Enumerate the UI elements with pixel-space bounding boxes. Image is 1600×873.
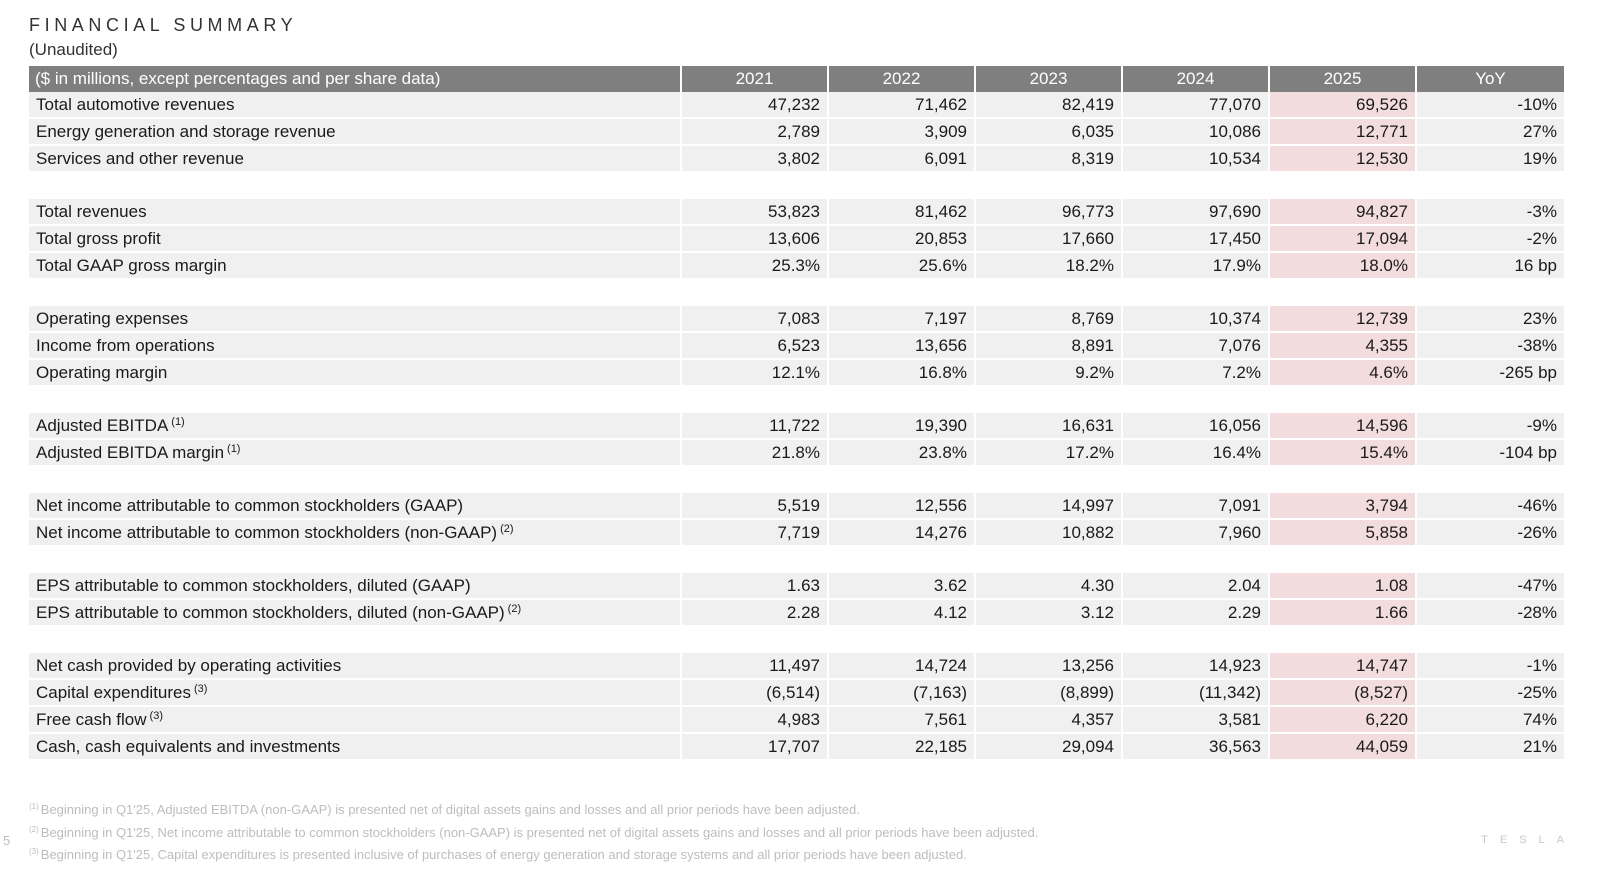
row-label-text: Net income attributable to common stockholders (non-GAAP) bbox=[36, 522, 498, 542]
row-label bbox=[29, 146, 682, 173]
cell-2024: 7,076 bbox=[1123, 333, 1270, 360]
row-label bbox=[29, 360, 682, 387]
footnote-reference: (3) bbox=[193, 682, 208, 695]
row-label bbox=[29, 413, 682, 440]
footnote-text: Beginning in Q1'25, Net income attributable to common stockholders (non-GAAP) is presented net of digital assets gains and losses and all prior periods have been adjusted. bbox=[40, 824, 1039, 840]
cell-2025: 6,220 bbox=[1270, 707, 1417, 734]
table-header-row bbox=[29, 66, 1564, 92]
cell-2023: (8,899) bbox=[976, 680, 1123, 707]
cell-2024: 14,923 bbox=[1123, 653, 1270, 680]
group-spacer bbox=[29, 627, 1564, 653]
cell-yoy: -28% bbox=[1417, 600, 1564, 627]
footnote-1 bbox=[29, 797, 1038, 820]
table-row bbox=[29, 333, 1564, 360]
row-label-text: Energy generation and storage revenue bbox=[36, 121, 336, 141]
cell-2022: 25.6% bbox=[829, 253, 976, 280]
cell-2021: 12.1% bbox=[682, 360, 829, 387]
table-row bbox=[29, 306, 1564, 333]
cell-2024: 3,581 bbox=[1123, 707, 1270, 734]
footnote-2 bbox=[29, 820, 1038, 843]
group-spacer bbox=[29, 173, 1564, 199]
table-row bbox=[29, 360, 1564, 387]
cell-2023: 16,631 bbox=[976, 413, 1123, 440]
cell-yoy: -1% bbox=[1417, 653, 1564, 680]
table-body bbox=[29, 92, 1564, 761]
row-label-text: Operating expenses bbox=[36, 308, 189, 328]
cell-2025: 18.0% bbox=[1270, 253, 1417, 280]
cell-yoy: -25% bbox=[1417, 680, 1564, 707]
cell-2025: 12,530 bbox=[1270, 146, 1417, 173]
cell-2022: 14,724 bbox=[829, 653, 976, 680]
cell-2022: 20,853 bbox=[829, 226, 976, 253]
row-label-text: EPS attributable to common stockholders, diluted (non-GAAP) bbox=[36, 602, 505, 622]
cell-2022: 22,185 bbox=[829, 734, 976, 761]
cell-2021: 11,722 bbox=[682, 413, 829, 440]
cell-2021: (6,514) bbox=[682, 680, 829, 707]
table-row bbox=[29, 226, 1564, 253]
row-label-text: Income from operations bbox=[36, 335, 215, 355]
table-row bbox=[29, 199, 1564, 226]
cell-2024: 17.9% bbox=[1123, 253, 1270, 280]
cell-2022: 13,656 bbox=[829, 333, 976, 360]
footnote-reference: (1) bbox=[171, 415, 185, 428]
financial-summary-table bbox=[29, 66, 1564, 761]
cell-2023: 96,773 bbox=[976, 199, 1123, 226]
cell-2023: 14,997 bbox=[976, 493, 1123, 520]
cell-2024: (11,342) bbox=[1123, 680, 1270, 707]
cell-2023: 8,891 bbox=[976, 333, 1123, 360]
cell-2025: 44,059 bbox=[1270, 734, 1417, 761]
group-spacer bbox=[29, 547, 1564, 573]
cell-2024: 17,450 bbox=[1123, 226, 1270, 253]
cell-2021: 17,707 bbox=[682, 734, 829, 761]
cell-2022: 19,390 bbox=[829, 413, 976, 440]
cell-2025: 4,355 bbox=[1270, 333, 1417, 360]
row-label bbox=[29, 573, 682, 600]
column-header-2023: 2023 bbox=[976, 66, 1123, 92]
column-header-2021: 2021 bbox=[682, 66, 829, 92]
row-label-text: Total automotive revenues bbox=[36, 94, 235, 114]
row-label-text: Cash, cash equivalents and investments bbox=[36, 736, 341, 756]
cell-2024: 7.2% bbox=[1123, 360, 1270, 387]
cell-2025: 17,094 bbox=[1270, 226, 1417, 253]
cell-2022: 81,462 bbox=[829, 199, 976, 226]
footnote-mark: (2) bbox=[29, 824, 39, 834]
cell-2022: 12,556 bbox=[829, 493, 976, 520]
cell-2022: 7,561 bbox=[829, 707, 976, 734]
row-label bbox=[29, 119, 682, 146]
row-label bbox=[29, 493, 682, 520]
cell-2025: 1.66 bbox=[1270, 600, 1417, 627]
cell-2024: 10,374 bbox=[1123, 306, 1270, 333]
column-header-2024: 2024 bbox=[1123, 66, 1270, 92]
cell-yoy: -46% bbox=[1417, 493, 1564, 520]
cell-yoy: -47% bbox=[1417, 573, 1564, 600]
footnote-mark: (1) bbox=[29, 802, 39, 811]
spacer-cell bbox=[29, 547, 1564, 573]
cell-2024: 2.04 bbox=[1123, 573, 1270, 600]
cell-2021: 47,232 bbox=[682, 92, 829, 119]
table-row bbox=[29, 413, 1564, 440]
cell-yoy: -9% bbox=[1417, 413, 1564, 440]
table-row bbox=[29, 680, 1564, 707]
cell-2021: 53,823 bbox=[682, 199, 829, 226]
row-label-text: EPS attributable to common stockholders, diluted (GAAP) bbox=[36, 575, 471, 595]
cell-2021: 4,983 bbox=[682, 707, 829, 734]
row-label bbox=[29, 680, 682, 707]
row-label bbox=[29, 92, 682, 119]
tesla-logo: TESLA bbox=[1481, 834, 1576, 846]
cell-yoy: -104 bp bbox=[1417, 440, 1564, 467]
cell-2025: 12,739 bbox=[1270, 306, 1417, 333]
cell-2022: 16.8% bbox=[829, 360, 976, 387]
table-row bbox=[29, 573, 1564, 600]
cell-yoy: -265 bp bbox=[1417, 360, 1564, 387]
cell-2024: 2.29 bbox=[1123, 600, 1270, 627]
spacer-cell bbox=[29, 173, 1564, 199]
cell-2024: 16,056 bbox=[1123, 413, 1270, 440]
cell-2024: 10,086 bbox=[1123, 119, 1270, 146]
table-row bbox=[29, 734, 1564, 761]
cell-2023: 17.2% bbox=[976, 440, 1123, 467]
cell-2022: 14,276 bbox=[829, 520, 976, 547]
row-label bbox=[29, 306, 682, 333]
cell-2025: (8,527) bbox=[1270, 680, 1417, 707]
row-label-text: Total GAAP gross margin bbox=[36, 255, 227, 275]
spacer-cell bbox=[29, 627, 1564, 653]
cell-yoy: 23% bbox=[1417, 306, 1564, 333]
row-label-text: Net cash provided by operating activities bbox=[36, 655, 342, 675]
row-label-text: Free cash flow bbox=[36, 709, 147, 729]
cell-2021: 13,606 bbox=[682, 226, 829, 253]
cell-2024: 7,960 bbox=[1123, 520, 1270, 547]
row-label bbox=[29, 600, 682, 627]
cell-2025: 14,596 bbox=[1270, 413, 1417, 440]
row-label bbox=[29, 707, 682, 734]
page-title: FINANCIAL SUMMARY bbox=[29, 15, 298, 35]
cell-2023: 4.30 bbox=[976, 573, 1123, 600]
table-row bbox=[29, 253, 1564, 280]
cell-yoy: -26% bbox=[1417, 520, 1564, 547]
cell-2022: 4.12 bbox=[829, 600, 976, 627]
cell-2025: 12,771 bbox=[1270, 119, 1417, 146]
row-label-text: Operating margin bbox=[36, 362, 168, 382]
row-label bbox=[29, 333, 682, 360]
table-row bbox=[29, 146, 1564, 173]
cell-2021: 25.3% bbox=[682, 253, 829, 280]
row-label-text: Total revenues bbox=[36, 201, 147, 221]
cell-2025: 14,747 bbox=[1270, 653, 1417, 680]
cell-2025: 94,827 bbox=[1270, 199, 1417, 226]
cell-2022: 7,197 bbox=[829, 306, 976, 333]
cell-2022: 23.8% bbox=[829, 440, 976, 467]
row-label-text: Total gross profit bbox=[36, 228, 161, 248]
row-label bbox=[29, 734, 682, 761]
cell-2025: 4.6% bbox=[1270, 360, 1417, 387]
cell-2023: 8,769 bbox=[976, 306, 1123, 333]
cell-yoy: -38% bbox=[1417, 333, 1564, 360]
table-row bbox=[29, 92, 1564, 119]
cell-2021: 2,789 bbox=[682, 119, 829, 146]
group-spacer bbox=[29, 467, 1564, 493]
cell-2022: 6,091 bbox=[829, 146, 976, 173]
group-spacer bbox=[29, 280, 1564, 306]
cell-2021: 11,497 bbox=[682, 653, 829, 680]
cell-2024: 16.4% bbox=[1123, 440, 1270, 467]
cell-2022: 3,909 bbox=[829, 119, 976, 146]
cell-yoy: -2% bbox=[1417, 226, 1564, 253]
table-row bbox=[29, 600, 1564, 627]
row-label bbox=[29, 199, 682, 226]
row-label-text: Capital expenditures bbox=[36, 682, 191, 702]
cell-yoy: -10% bbox=[1417, 92, 1564, 119]
cell-2023: 18.2% bbox=[976, 253, 1123, 280]
row-label bbox=[29, 253, 682, 280]
footnote-3 bbox=[29, 842, 1038, 865]
footnote-mark: (3) bbox=[29, 847, 39, 856]
column-header-label: ($ in millions, except percentages and per share data) bbox=[29, 66, 682, 92]
footnotes bbox=[29, 797, 1038, 865]
column-header-yoy: YoY bbox=[1417, 66, 1564, 92]
cell-yoy: 19% bbox=[1417, 146, 1564, 173]
cell-2021: 6,523 bbox=[682, 333, 829, 360]
spacer-cell bbox=[29, 280, 1564, 306]
table-row bbox=[29, 520, 1564, 547]
cell-2022: 3.62 bbox=[829, 573, 976, 600]
cell-2024: 97,690 bbox=[1123, 199, 1270, 226]
cell-2022: (7,163) bbox=[829, 680, 976, 707]
spacer-cell bbox=[29, 387, 1564, 413]
cell-yoy: 27% bbox=[1417, 119, 1564, 146]
cell-2025: 15.4% bbox=[1270, 440, 1417, 467]
column-header-2025: 2025 bbox=[1270, 66, 1417, 92]
table-row bbox=[29, 440, 1564, 467]
cell-2023: 82,419 bbox=[976, 92, 1123, 119]
table-row bbox=[29, 493, 1564, 520]
table-row bbox=[29, 653, 1564, 680]
cell-2021: 7,083 bbox=[682, 306, 829, 333]
cell-2021: 3,802 bbox=[682, 146, 829, 173]
row-label bbox=[29, 520, 682, 547]
cell-2025: 1.08 bbox=[1270, 573, 1417, 600]
cell-2021: 2.28 bbox=[682, 600, 829, 627]
cell-2023: 3.12 bbox=[976, 600, 1123, 627]
cell-2023: 8,319 bbox=[976, 146, 1123, 173]
cell-2024: 7,091 bbox=[1123, 493, 1270, 520]
cell-2022: 71,462 bbox=[829, 92, 976, 119]
cell-2023: 29,094 bbox=[976, 734, 1123, 761]
cell-2021: 7,719 bbox=[682, 520, 829, 547]
footnote-text: Beginning in Q1'25, Adjusted EBITDA (non-GAAP) is presented net of digital assets gains and losses and all prior periods have been adjusted. bbox=[40, 802, 860, 817]
page-number: 5 bbox=[3, 833, 11, 848]
row-label-text: Adjusted EBITDA bbox=[36, 415, 169, 435]
group-spacer bbox=[29, 387, 1564, 413]
cell-2023: 4,357 bbox=[976, 707, 1123, 734]
row-label bbox=[29, 440, 682, 467]
footnote-reference: (1) bbox=[227, 442, 241, 455]
footnote-reference: (3) bbox=[149, 709, 163, 722]
cell-2025: 5,858 bbox=[1270, 520, 1417, 547]
row-label bbox=[29, 653, 682, 680]
cell-2023: 9.2% bbox=[976, 360, 1123, 387]
cell-2024: 77,070 bbox=[1123, 92, 1270, 119]
cell-yoy: 74% bbox=[1417, 707, 1564, 734]
cell-yoy: 16 bp bbox=[1417, 253, 1564, 280]
cell-2023: 17,660 bbox=[976, 226, 1123, 253]
column-header-2022: 2022 bbox=[829, 66, 976, 92]
cell-2023: 13,256 bbox=[976, 653, 1123, 680]
cell-2023: 6,035 bbox=[976, 119, 1123, 146]
footnote-reference: (2) bbox=[500, 522, 514, 535]
row-label-text: Services and other revenue bbox=[36, 148, 244, 168]
cell-yoy: -3% bbox=[1417, 199, 1564, 226]
row-label-text: Adjusted EBITDA margin bbox=[36, 442, 225, 462]
cell-2025: 69,526 bbox=[1270, 92, 1417, 119]
row-label-text: Net income attributable to common stockholders (GAAP) bbox=[36, 495, 464, 515]
footnote-reference: (2) bbox=[507, 602, 522, 615]
table-row bbox=[29, 119, 1564, 146]
cell-2021: 1.63 bbox=[682, 573, 829, 600]
footnote-text: Beginning in Q1'25, Capital expenditures is presented inclusive of purchases of energy generation and storage systems and all prior periods have been adjusted. bbox=[40, 847, 967, 862]
row-label bbox=[29, 226, 682, 253]
cell-2024: 36,563 bbox=[1123, 734, 1270, 761]
cell-2021: 5,519 bbox=[682, 493, 829, 520]
cell-yoy: 21% bbox=[1417, 734, 1564, 761]
page-subtitle: (Unaudited) bbox=[29, 40, 118, 59]
cell-2023: 10,882 bbox=[976, 520, 1123, 547]
cell-2024: 10,534 bbox=[1123, 146, 1270, 173]
spacer-cell bbox=[29, 467, 1564, 493]
cell-2025: 3,794 bbox=[1270, 493, 1417, 520]
table-row bbox=[29, 707, 1564, 734]
cell-2021: 21.8% bbox=[682, 440, 829, 467]
